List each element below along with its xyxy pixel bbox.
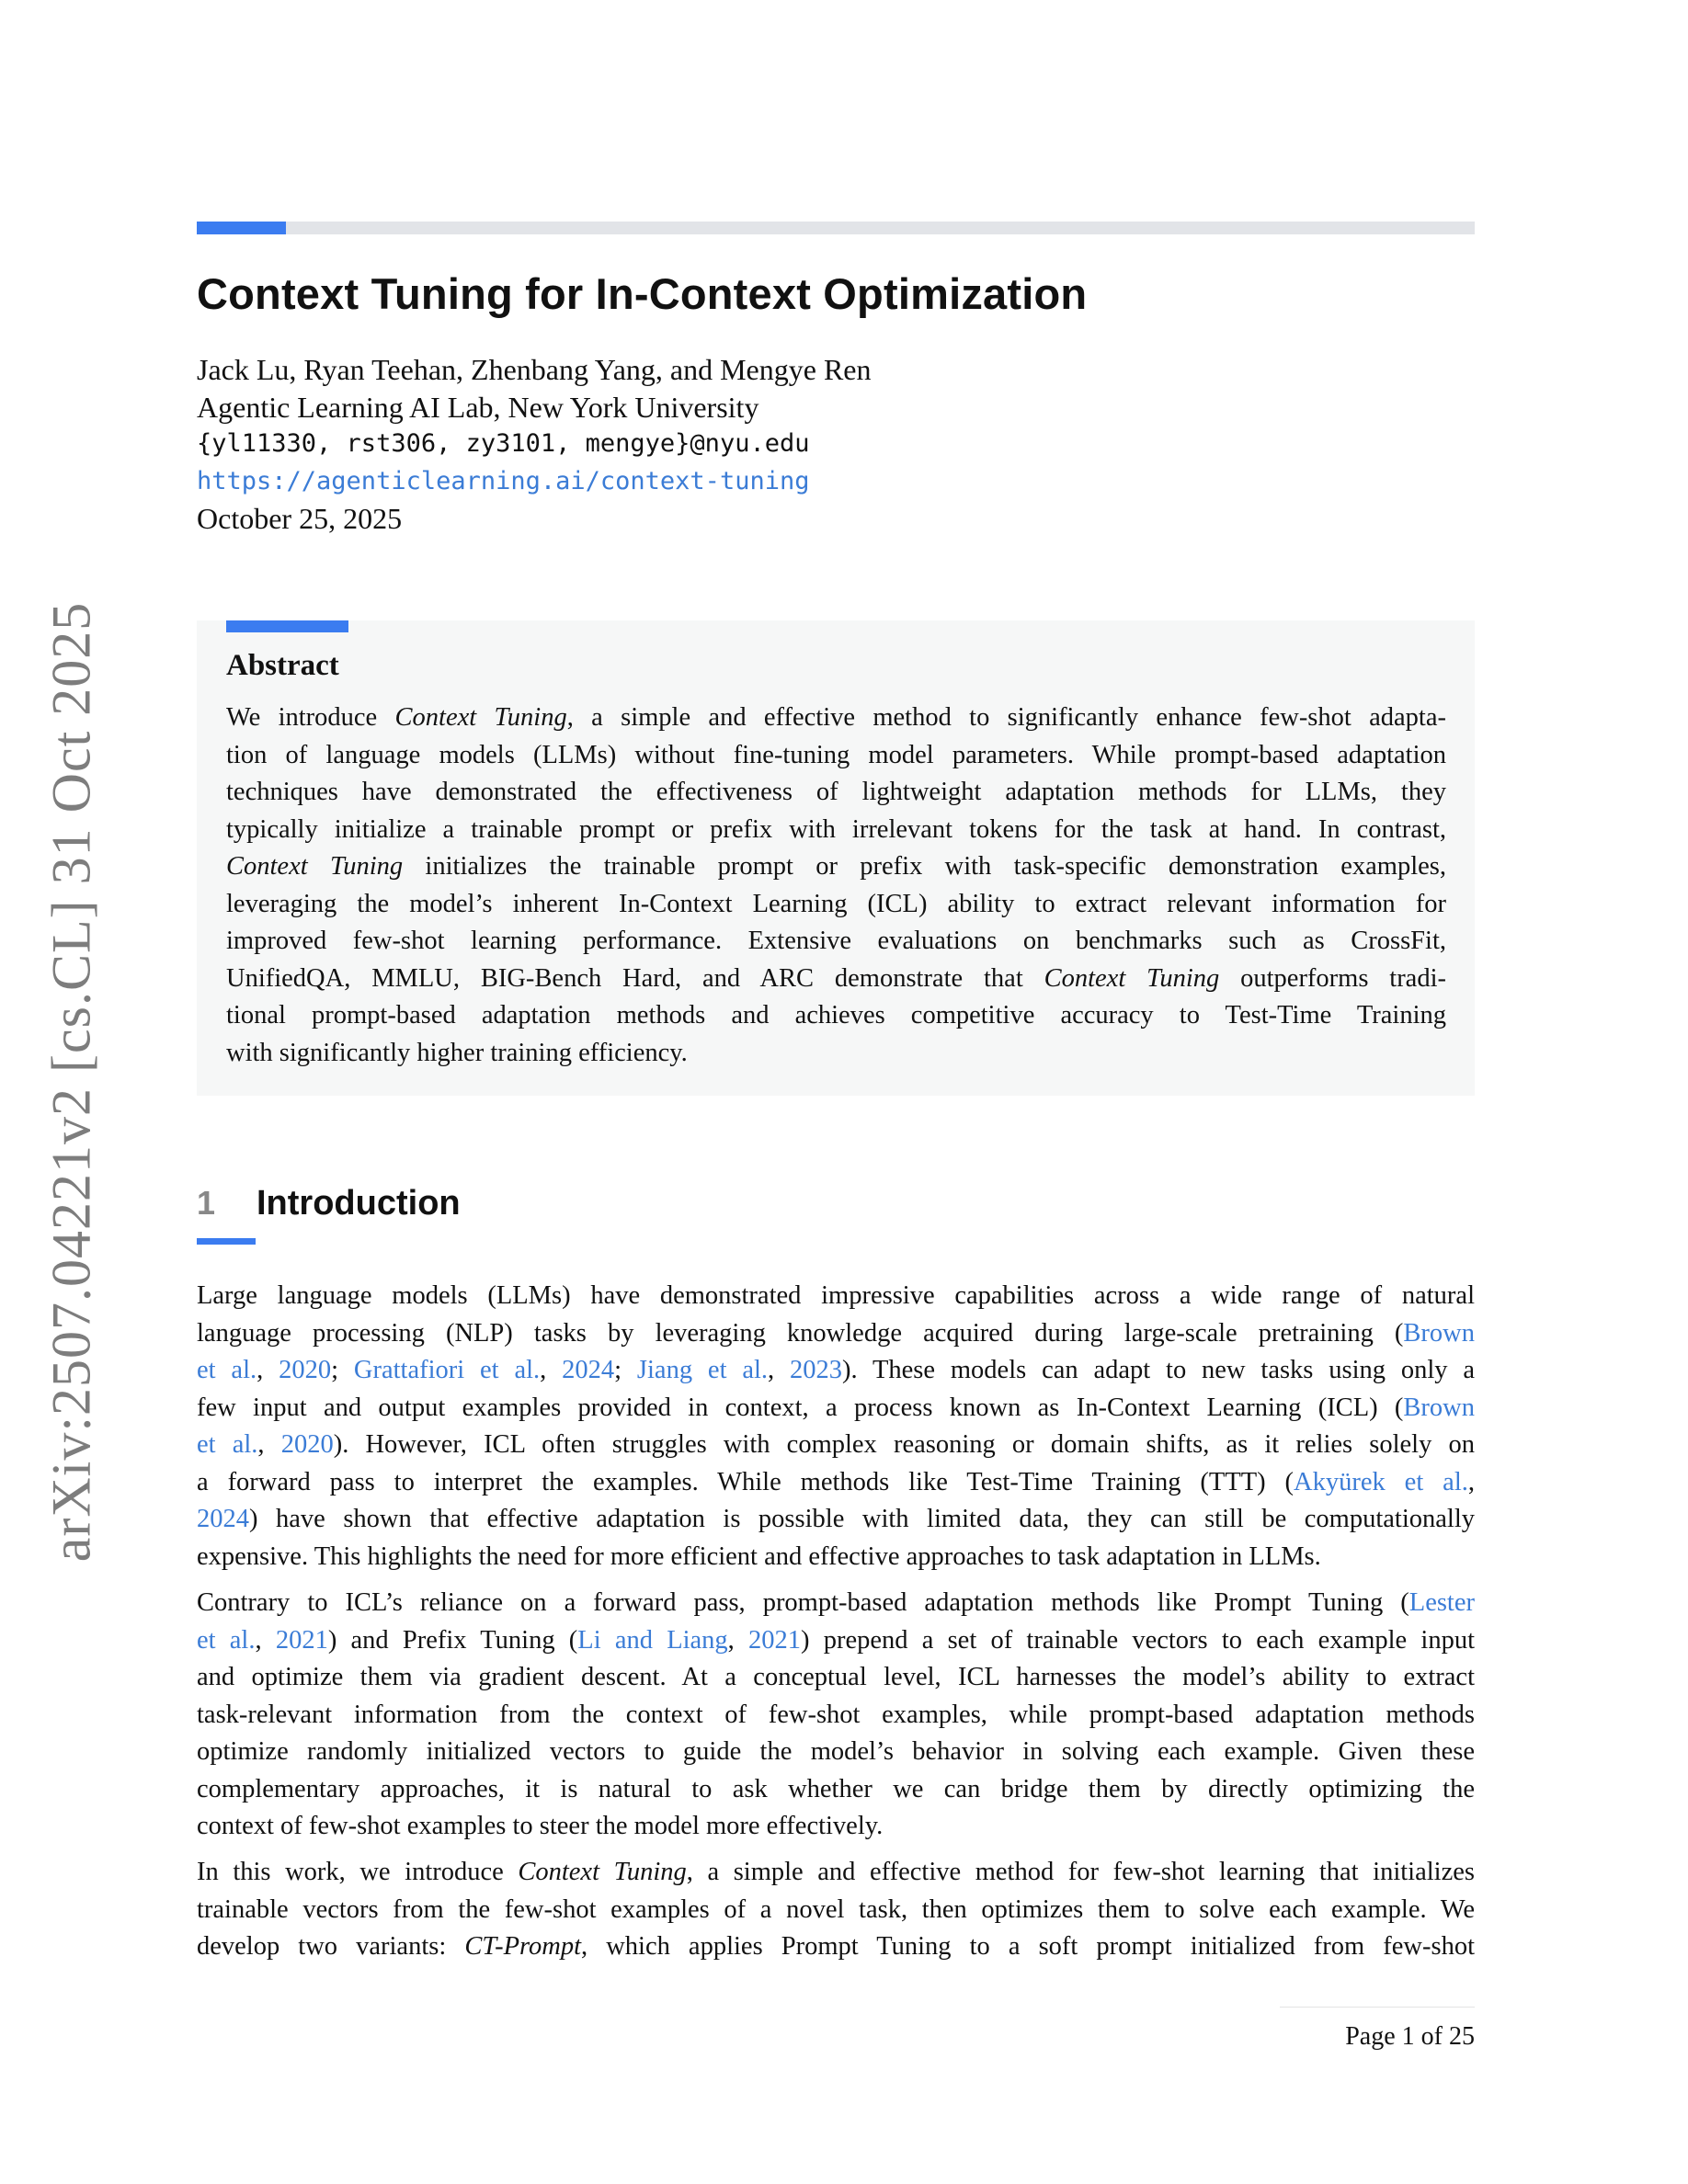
text-span: ). However, ICL often struggles with complex reasoning or domain shifts, as it relies solely on bbox=[333, 1430, 1475, 1459]
text-line bbox=[226, 923, 1446, 961]
text-line bbox=[226, 700, 1446, 737]
text-span: typically initialize a trainable prompt or prefix with irrelevant tokens for the task at hand. In contrast, bbox=[226, 814, 1446, 844]
text-span: outperforms tradi- bbox=[1219, 963, 1446, 993]
citation-link[interactable]: 2020 bbox=[280, 1430, 334, 1459]
citation-link[interactable]: Brown bbox=[1403, 1393, 1475, 1422]
emphasis-text: Context Tuning bbox=[394, 703, 567, 732]
citation-link[interactable]: Lester bbox=[1409, 1588, 1475, 1617]
text-span: develop two variants: bbox=[197, 1932, 465, 1961]
citation-link[interactable]: et al. bbox=[197, 1356, 257, 1384]
page-number: Page 1 of 25 bbox=[1345, 2022, 1475, 2051]
text-line bbox=[197, 1854, 1475, 1892]
abstract-heading: Abstract bbox=[226, 649, 339, 682]
text-span: complementary approaches, it is natural to ask whether we can bridge them by directly optimizing the bbox=[197, 1774, 1475, 1803]
text-span: improved few-shot learning performance. Extensive evaluations on benchmarks such as CrossFit, bbox=[226, 927, 1446, 955]
text-line bbox=[197, 1427, 1475, 1464]
citation-link[interactable]: 2024 bbox=[562, 1356, 615, 1384]
citation-link[interactable]: 2021 bbox=[275, 1625, 328, 1655]
paper-title: Context Tuning for In-Context Optimization bbox=[197, 269, 1088, 318]
emails: {yl11330, rst306, zy3101, mengye}@nyu.edu bbox=[197, 429, 810, 458]
text-span: , bbox=[727, 1625, 749, 1655]
text-span: initializes the trainable prompt or prefix with task-specific demonstration examples, bbox=[403, 852, 1447, 881]
abstract-text bbox=[226, 700, 1446, 1072]
text-span: , bbox=[1467, 1467, 1475, 1496]
text-line bbox=[197, 1771, 1475, 1809]
footer-rule bbox=[1280, 2007, 1475, 2008]
text-line bbox=[197, 1622, 1475, 1660]
text-span: ; bbox=[614, 1356, 637, 1384]
header-rule-accent bbox=[197, 222, 286, 234]
project-link[interactable]: https://agenticlearning.ai/context-tuning bbox=[197, 466, 810, 495]
text-span: , bbox=[257, 1356, 279, 1384]
text-span: tion of language models (LLMs) without fine-tuning model parameters. While prompt-based adaptation bbox=[226, 740, 1446, 769]
text-line bbox=[197, 1734, 1475, 1771]
text-line bbox=[197, 1390, 1475, 1428]
section-title: Introduction bbox=[257, 1184, 461, 1223]
text-span: language processing (NLP) tasks by leveraging knowledge acquired during large-scale pretraining ( bbox=[197, 1318, 1404, 1348]
text-line bbox=[226, 737, 1446, 775]
text-line bbox=[197, 1697, 1475, 1735]
text-span: techniques have demonstrated the effectiveness of lightweight adaptation methods for LLMs, they bbox=[226, 778, 1446, 806]
text-span: We introduce bbox=[226, 703, 395, 732]
text-span: , bbox=[255, 1625, 276, 1655]
text-span: , which applies Prompt Tuning to a soft prompt initialized from few-shot bbox=[581, 1932, 1476, 1961]
text-line bbox=[226, 1035, 1446, 1073]
emphasis-text: Context Tuning bbox=[1044, 963, 1220, 993]
citation-link[interactable]: Brown bbox=[1403, 1318, 1475, 1348]
authors: Jack Lu, Ryan Teehan, Zhenbang Yang, and Mengye Ren bbox=[197, 353, 872, 386]
citation-link[interactable]: Li and Liang bbox=[577, 1625, 728, 1655]
citation-link[interactable]: 2020 bbox=[279, 1356, 332, 1384]
text-line bbox=[197, 1585, 1475, 1622]
text-line bbox=[197, 1501, 1475, 1539]
text-span: leveraging the model’s inherent In-Context Learning (ICL) ability to extract relevant information for bbox=[226, 889, 1446, 918]
text-line bbox=[197, 1464, 1475, 1502]
affiliation: Agentic Learning AI Lab, New York University bbox=[197, 390, 759, 424]
citation-link[interactable]: Grattafiori et al. bbox=[353, 1356, 541, 1384]
header-rule bbox=[197, 222, 1475, 234]
text-span: ; bbox=[331, 1356, 354, 1384]
text-span: , bbox=[768, 1356, 791, 1384]
text-span: optimize randomly initialized vectors to guide the model’s behavior in solving each example. Given these bbox=[197, 1737, 1475, 1766]
citation-link[interactable]: et al. bbox=[197, 1430, 258, 1459]
text-line bbox=[197, 1315, 1475, 1353]
text-span: In this work, we introduce bbox=[197, 1858, 519, 1886]
section-underline bbox=[197, 1238, 256, 1245]
text-line bbox=[197, 1928, 1475, 1966]
text-line bbox=[197, 1539, 1475, 1576]
text-line bbox=[197, 1352, 1475, 1390]
text-span: tional prompt-based adaptation methods and achieves competitive accuracy to Test-Time Training bbox=[226, 1001, 1446, 1029]
citation-link[interactable]: Akyürek et al. bbox=[1294, 1467, 1468, 1496]
text-line bbox=[226, 886, 1446, 924]
text-span: , a simple and effective method to significantly enhance few-shot adapta- bbox=[566, 703, 1446, 732]
text-span: , bbox=[257, 1430, 281, 1459]
text-line bbox=[197, 1892, 1475, 1929]
paragraph-1 bbox=[197, 1278, 1475, 1575]
text-line bbox=[226, 961, 1446, 998]
text-line bbox=[197, 1808, 1475, 1846]
text-span: task-relevant information from the context of few-shot examples, while prompt-based adaptation methods bbox=[197, 1700, 1475, 1729]
text-line bbox=[226, 848, 1446, 886]
emphasis-text: CT-Prompt bbox=[464, 1932, 582, 1961]
text-line bbox=[226, 997, 1446, 1035]
text-span: , a simple and effective method for few-shot learning that initializes bbox=[686, 1858, 1475, 1886]
paragraph-3 bbox=[197, 1854, 1475, 1966]
text-span: ) have shown that effective adaptation is possible with limited data, they can still be computationally bbox=[249, 1505, 1475, 1533]
text-span: UnifiedQA, MMLU, BIG-Bench Hard, and ARC demonstrate that bbox=[226, 963, 1044, 993]
text-line bbox=[226, 812, 1446, 849]
text-span: a forward pass to interpret the examples. While methods like Test-Time Training (TTT) ( bbox=[197, 1467, 1295, 1496]
abstract-accent-bar bbox=[226, 620, 348, 632]
paragraph-2 bbox=[197, 1585, 1475, 1846]
citation-link[interactable]: et al. bbox=[197, 1625, 256, 1655]
text-span: few input and output examples provided in context, a process known as In-Context Learning (ICL) ( bbox=[197, 1393, 1404, 1422]
citation-link[interactable]: 2023 bbox=[790, 1356, 843, 1384]
text-span: ) and Prefix Tuning ( bbox=[327, 1625, 578, 1655]
text-line bbox=[197, 1278, 1475, 1315]
text-span: ) prepend a set of trainable vectors to each example input bbox=[801, 1625, 1475, 1655]
author-block bbox=[197, 351, 872, 538]
text-span: , bbox=[540, 1356, 563, 1384]
emphasis-text: Context Tuning bbox=[226, 852, 404, 881]
text-span: ). These models can adapt to new tasks using only a bbox=[842, 1356, 1476, 1384]
text-span: context of few-shot examples to steer the model more effectively. bbox=[197, 1812, 884, 1840]
emphasis-text: Context Tuning bbox=[518, 1858, 687, 1886]
text-line bbox=[226, 774, 1446, 812]
text-span: expensive. This highlights the need for more efficient and effective approaches to task adaptation in LLMs. bbox=[197, 1541, 1321, 1571]
citation-link[interactable]: 2024 bbox=[197, 1505, 249, 1533]
date: October 25, 2025 bbox=[197, 502, 403, 535]
citation-link[interactable]: 2021 bbox=[748, 1625, 802, 1655]
text-span: Contrary to ICL’s reliance on a forward pass, prompt-based adaptation methods like Prompt Tuning ( bbox=[197, 1588, 1409, 1617]
text-span: Large language models (LLMs) have demonstrated impressive capabilities across a wide range of natural bbox=[197, 1281, 1475, 1310]
section-number: 1 bbox=[197, 1184, 216, 1222]
text-span: with significantly higher training efficiency. bbox=[226, 1038, 688, 1067]
text-span: and optimize them via gradient descent. At a conceptual level, ICL harnesses the model’s ability to extract bbox=[197, 1663, 1475, 1691]
arxiv-side-label: arXiv:2507.04221v2 [cs.CL] 31 Oct 2025 bbox=[40, 601, 102, 1563]
citation-link[interactable]: Jiang et al. bbox=[636, 1356, 769, 1384]
text-span: trainable vectors from the few-shot examples of a novel task, then optimizes them to solve each example. We bbox=[197, 1894, 1475, 1924]
text-line bbox=[197, 1659, 1475, 1697]
